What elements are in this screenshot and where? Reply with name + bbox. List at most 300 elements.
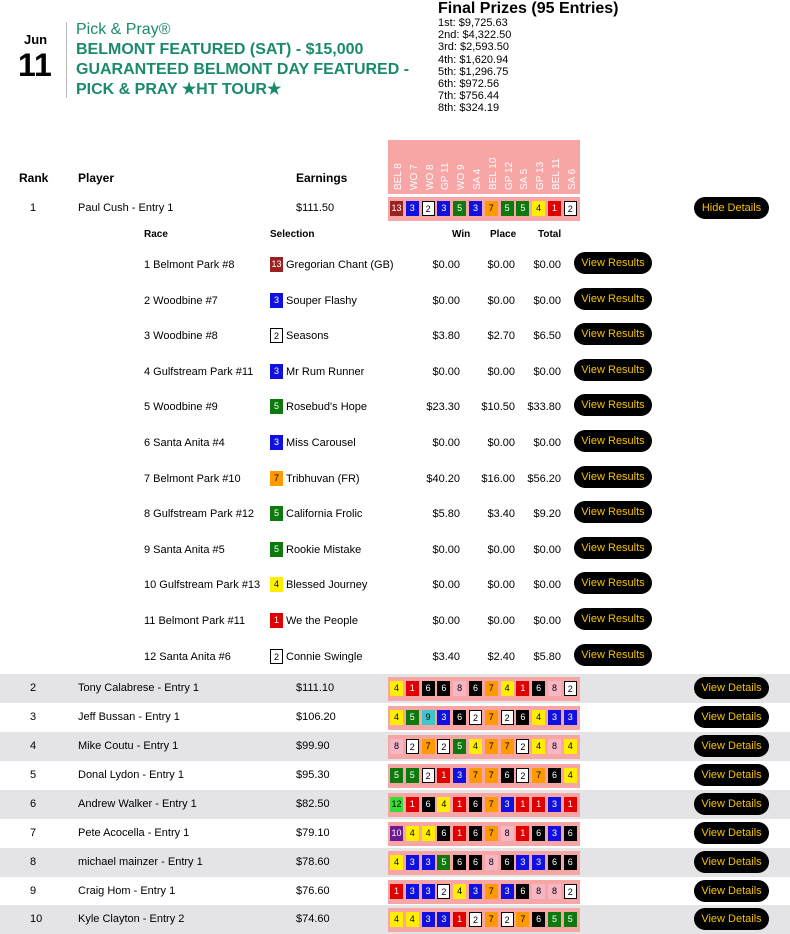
pick-number-box: 4 xyxy=(390,855,403,870)
pick-number-box: 7 xyxy=(485,201,498,216)
detail-win: $0.00 xyxy=(432,259,460,271)
pick-number-box: 1 xyxy=(453,797,466,812)
detail-pick-box: 7 xyxy=(270,471,283,486)
picks-strip xyxy=(388,880,580,904)
pick-number-box: 3 xyxy=(406,201,419,216)
pick-number-box: 6 xyxy=(422,681,435,696)
view-results-button[interactable]: View Results xyxy=(574,501,652,523)
row-player: Craig Hom - Entry 1 xyxy=(78,885,176,897)
pick-number-box: 5 xyxy=(564,912,577,927)
pick-number-box: 8 xyxy=(501,826,514,841)
row-player: michael mainzer - Entry 1 xyxy=(78,856,203,868)
view-results-button[interactable]: View Results xyxy=(574,394,652,416)
pick-number-box: 3 xyxy=(422,912,435,927)
leaderboard-row xyxy=(0,848,790,877)
detail-place: $0.00 xyxy=(487,615,515,627)
detail-race: 2 Woodbine #7 xyxy=(144,294,218,307)
pick-number-box: 7 xyxy=(469,768,482,783)
detail-total: $0.00 xyxy=(533,259,561,271)
row-earnings: $111.10 xyxy=(296,682,335,694)
pick-number-box: 4 xyxy=(564,739,577,754)
pick-number-box: 1 xyxy=(453,826,466,841)
detail-selection: Tribhuvan (FR) xyxy=(286,472,360,485)
race-column-header xyxy=(564,140,580,190)
row-player: Donal Lydon - Entry 1 xyxy=(78,769,184,781)
pick-number-box: 3 xyxy=(516,855,529,870)
pick-number-box: 3 xyxy=(501,797,514,812)
prize-6: 6th: $972.56 xyxy=(438,78,500,91)
view-results-button[interactable]: View Results xyxy=(574,288,652,310)
detail-win: $0.00 xyxy=(432,543,460,556)
pick-number-box: 3 xyxy=(548,797,561,812)
pick-number-box: 12 xyxy=(390,797,403,812)
pick-number-box: 6 xyxy=(532,912,545,927)
row-player: Kyle Clayton - Entry 2 xyxy=(78,913,185,925)
detail-win: $0.00 xyxy=(432,437,460,449)
prize-1: 1st: $9,725.63 xyxy=(438,17,508,29)
detail-race: 8 Gulfstream Park #12 xyxy=(144,508,255,521)
subheader-selection: Selection xyxy=(270,229,315,240)
race-column-header xyxy=(501,140,517,190)
pick-number-box: 3 xyxy=(437,201,450,216)
pick-number-box: 4 xyxy=(390,681,403,696)
detail-place: $0.00 xyxy=(487,579,515,592)
pick-number-box: 8 xyxy=(548,681,561,696)
view-results-button[interactable]: View Results xyxy=(574,430,652,452)
pick-number-box: 7 xyxy=(485,912,498,927)
race-detail-row xyxy=(0,389,790,424)
pick-number-box: 7 xyxy=(485,768,498,783)
race-column-headers xyxy=(388,140,580,194)
pick-number-box: 6 xyxy=(501,855,514,870)
pick-number-box: 2 xyxy=(516,739,529,754)
row-player: Jeff Bussan - Entry 1 xyxy=(78,711,180,723)
pick-number-box: 6 xyxy=(532,681,545,696)
detail-total: $5.80 xyxy=(533,650,561,663)
detail-selection: Gregorian Chant (GB) xyxy=(286,259,394,271)
race-detail-row xyxy=(0,567,790,602)
leaderboard-row xyxy=(0,703,790,732)
race-column-label: WO 9 xyxy=(456,164,468,190)
detail-place: $16.00 xyxy=(481,472,515,485)
race-column-header xyxy=(422,140,438,190)
race-column-header xyxy=(469,140,485,190)
pick-number-box: 6 xyxy=(437,826,450,841)
race-column-label: SA 4 xyxy=(472,168,483,190)
detail-pick-box: 5 xyxy=(270,542,283,557)
picks-strip xyxy=(388,793,580,817)
detail-place: $0.00 xyxy=(487,259,515,271)
pick-number-box: 10 xyxy=(390,826,403,841)
detail-place: $2.70 xyxy=(487,330,515,343)
view-results-button[interactable]: View Results xyxy=(574,644,652,666)
pick-number-box: 4 xyxy=(532,710,545,725)
pick-number-box: 6 xyxy=(501,768,514,783)
pick-number-box: 6 xyxy=(437,681,450,696)
pick-number-box: 8 xyxy=(548,884,561,899)
row-rank: 5 xyxy=(30,769,37,781)
pick-number-box: 2 xyxy=(469,710,482,725)
detail-race: 10 Gulfstream Park #13 xyxy=(144,579,261,592)
detail-pick-box: 3 xyxy=(270,435,283,450)
row-earnings: $99.90 xyxy=(296,740,330,752)
subheader-place: Place xyxy=(490,229,517,240)
picks-strip xyxy=(388,851,580,875)
view-details-button[interactable]: View Details xyxy=(694,706,769,728)
pick-number-box: 1 xyxy=(406,797,419,812)
row-player: Paul Cush - Entry 1 xyxy=(78,202,174,214)
prize-2: 2nd: $4,322.50 xyxy=(438,29,512,42)
detail-pick-box: 4 xyxy=(270,577,283,592)
race-column-header xyxy=(437,140,453,190)
detail-win: $40.20 xyxy=(426,472,460,485)
pick-number-box: 5 xyxy=(516,201,529,216)
detail-total: $9.20 xyxy=(533,508,561,521)
pick-number-box: 2 xyxy=(422,768,435,783)
pick-number-box: 5 xyxy=(548,912,561,927)
detail-win: $5.80 xyxy=(432,508,460,521)
detail-total: $0.00 xyxy=(533,579,561,592)
picks-strip xyxy=(388,908,580,932)
row-rank: 10 xyxy=(30,913,43,925)
race-detail-row xyxy=(0,461,790,496)
race-column-header xyxy=(548,140,564,190)
pick-number-box: 2 xyxy=(469,912,482,927)
row-player: Pete Acocella - Entry 1 xyxy=(78,827,190,839)
pick-number-box: 6 xyxy=(516,710,529,725)
event-day: 11 xyxy=(18,47,52,83)
pick-number-box: 2 xyxy=(564,884,577,899)
pick-number-box: 3 xyxy=(532,855,545,870)
pick-number-box: 6 xyxy=(469,681,482,696)
detail-pick-box: 2 xyxy=(270,649,283,664)
pick-number-box: 2 xyxy=(501,912,514,927)
race-detail-row xyxy=(0,247,790,282)
pick-number-box: 4 xyxy=(390,912,403,927)
pick-number-box: 4 xyxy=(406,826,419,841)
pick-number-box: 6 xyxy=(422,797,435,812)
header-rank: Rank xyxy=(19,171,49,185)
pick-number-box: 2 xyxy=(564,201,577,216)
row-rank: 7 xyxy=(30,827,37,839)
subheader-total: Total xyxy=(538,229,562,240)
detail-total: $0.00 xyxy=(533,615,561,627)
pick-number-box: 3 xyxy=(453,768,466,783)
race-column-header xyxy=(453,140,469,190)
detail-win: $0.00 xyxy=(432,294,460,307)
row-earnings: $82.50 xyxy=(296,798,330,810)
detail-race: 7 Belmont Park #10 xyxy=(144,472,241,485)
row-rank: 2 xyxy=(30,682,37,694)
pick-number-box: 8 xyxy=(485,855,498,870)
pick-number-box: 3 xyxy=(406,884,419,899)
detail-race: 3 Woodbine #8 xyxy=(144,330,218,343)
race-column-label: GP 11 xyxy=(440,162,452,190)
race-column-label: GP 13 xyxy=(535,161,547,190)
pick-number-box: 6 xyxy=(564,826,577,841)
picks-strip xyxy=(388,706,580,730)
hide-details-button[interactable]: Hide Details xyxy=(694,197,769,219)
detail-pick-box: 1 xyxy=(270,613,283,628)
row-rank: 8 xyxy=(30,856,37,868)
race-detail-row xyxy=(0,425,790,460)
prizes-heading: Final Prizes (95 Entries) xyxy=(438,0,619,17)
row-player: Mike Coutu - Entry 1 xyxy=(78,740,179,752)
picks-strip xyxy=(388,735,580,759)
pick-number-box: 7 xyxy=(485,681,498,696)
detail-place: $2.40 xyxy=(487,650,515,663)
pick-number-box: 4 xyxy=(453,884,466,899)
pick-number-box: 1 xyxy=(390,884,403,899)
detail-pick-box: 5 xyxy=(270,399,283,414)
prize-8: 8th: $324.19 xyxy=(438,102,500,115)
prize-3: 3rd: $2,593.50 xyxy=(438,41,509,54)
race-column-header xyxy=(390,140,406,190)
row-player: Andrew Walker - Entry 1 xyxy=(78,798,197,810)
view-details-button[interactable]: View Details xyxy=(694,822,769,844)
pick-number-box: 5 xyxy=(406,710,419,725)
pick-number-box: 4 xyxy=(532,201,545,216)
row-rank: 3 xyxy=(30,711,37,723)
pick-number-box: 7 xyxy=(532,768,545,783)
pick-number-box: 7 xyxy=(516,912,529,927)
pick-number-box: 6 xyxy=(469,826,482,841)
detail-place: $10.50 xyxy=(481,401,515,414)
header-earnings: Earnings xyxy=(296,171,348,185)
row-rank: 6 xyxy=(30,798,37,810)
view-details-button[interactable]: View Details xyxy=(694,793,769,815)
detail-win: $3.80 xyxy=(432,330,460,343)
pick-number-box: 6 xyxy=(548,768,561,783)
pick-number-box: 7 xyxy=(501,739,514,754)
pick-number-box: 4 xyxy=(532,739,545,754)
detail-place: $0.00 xyxy=(487,437,515,449)
race-detail-row xyxy=(0,496,790,531)
pick-number-box: 1 xyxy=(453,912,466,927)
detail-race: 12 Santa Anita #6 xyxy=(144,650,231,663)
view-results-button[interactable]: View Results xyxy=(574,608,652,630)
detail-race: 5 Woodbine #9 xyxy=(144,401,218,414)
row-earnings: $74.60 xyxy=(296,913,330,925)
detail-selection: Rosebud's Hope xyxy=(286,401,367,414)
view-details-button[interactable]: View Details xyxy=(694,908,769,930)
race-detail-row xyxy=(0,639,790,674)
pick-number-box: 3 xyxy=(422,855,435,870)
detail-place: $3.40 xyxy=(487,508,515,521)
pick-number-box: 8 xyxy=(548,739,561,754)
pick-number-box: 6 xyxy=(516,884,529,899)
detail-pick-box: 2 xyxy=(270,328,283,343)
pick-number-box: 7 xyxy=(485,797,498,812)
race-column-header xyxy=(406,140,422,190)
pick-number-box: 3 xyxy=(548,710,561,725)
pick-number-box: 4 xyxy=(564,768,577,783)
race-detail-row xyxy=(0,532,790,567)
pick-number-box: 6 xyxy=(532,826,545,841)
view-details-button[interactable]: View Details xyxy=(694,677,769,699)
pick-number-box: 1 xyxy=(548,201,561,216)
pick-number-box: 2 xyxy=(437,739,450,754)
detail-place: $0.00 xyxy=(487,543,515,556)
detail-win: $0.00 xyxy=(432,615,460,627)
detail-total: $33.80 xyxy=(527,401,561,414)
header-player: Player xyxy=(78,171,115,185)
leaderboard-row xyxy=(0,877,790,906)
detail-total: $0.00 xyxy=(533,365,561,378)
race-column-label: BEL 10 xyxy=(487,157,499,190)
pick-number-box: 13 xyxy=(390,201,403,216)
leaderboard-row xyxy=(0,732,790,761)
leaderboard-row xyxy=(0,761,790,790)
row-player: Tony Calabrese - Entry 1 xyxy=(78,682,200,694)
pick-number-box: 4 xyxy=(406,912,419,927)
contest-title: BELMONT FEATURED (SAT) - $15,000 GUARANTEED BELMONT DAY FEATURED - PICK & PRAY ★HT TOUR★ xyxy=(76,41,410,98)
brand-name: Pick & Pray® xyxy=(76,21,171,38)
subheader-race: Race xyxy=(144,229,168,240)
pick-number-box: 3 xyxy=(406,855,419,870)
detail-race: 9 Santa Anita #5 xyxy=(144,543,225,556)
race-detail-row xyxy=(0,283,790,318)
pick-number-box: 8 xyxy=(532,884,545,899)
detail-selection: Connie Swingle xyxy=(286,650,363,663)
race-column-label: BEL 11 xyxy=(551,158,562,190)
detail-total: $0.00 xyxy=(533,543,561,556)
prizes-list xyxy=(438,17,511,115)
view-results-button[interactable]: View Results xyxy=(574,537,652,559)
subheader-win: Win xyxy=(452,229,471,240)
race-detail-row xyxy=(0,318,790,353)
detail-race: 4 Gulfstream Park #11 xyxy=(144,365,254,378)
detail-pick-box: 5 xyxy=(270,506,283,521)
pick-number-box: 9 xyxy=(422,710,435,725)
pick-number-box: 2 xyxy=(564,681,577,696)
race-column-label: GP 12 xyxy=(503,161,515,190)
pick-number-box: 3 xyxy=(469,201,482,216)
pick-number-box: 4 xyxy=(469,739,482,754)
pick-number-box: 3 xyxy=(548,826,561,841)
pick-number-box: 1 xyxy=(516,797,529,812)
leaderboard-row xyxy=(0,194,790,223)
race-detail-row xyxy=(0,603,790,638)
view-results-button[interactable]: View Results xyxy=(574,572,652,594)
view-results-button[interactable]: View Results xyxy=(574,466,652,488)
pick-number-box: 3 xyxy=(422,884,435,899)
detail-race: 6 Santa Anita #4 xyxy=(144,437,225,449)
detail-selection: Blessed Journey xyxy=(286,579,368,592)
pick-number-box: 1 xyxy=(516,826,529,841)
pick-number-box: 3 xyxy=(501,884,514,899)
pick-number-box: 7 xyxy=(485,826,498,841)
row-rank: 4 xyxy=(30,740,37,752)
pick-number-box: 6 xyxy=(564,855,577,870)
detail-total: $6.50 xyxy=(533,330,561,343)
detail-selection: California Frolic xyxy=(286,508,363,521)
pick-number-box: 5 xyxy=(390,768,403,783)
race-column-header xyxy=(516,140,532,190)
pick-number-box: 2 xyxy=(516,768,529,783)
detail-win: $0.00 xyxy=(432,365,460,378)
view-details-button[interactable]: View Details xyxy=(694,764,769,786)
detail-total: $0.00 xyxy=(533,294,561,307)
detail-selection: Seasons xyxy=(286,330,329,343)
pick-number-box: 3 xyxy=(564,710,577,725)
race-column-label: SA 5 xyxy=(519,168,531,190)
pick-number-box: 5 xyxy=(453,201,466,216)
row-earnings: $95.30 xyxy=(296,769,330,781)
prize-4: 4th: $1,620.94 xyxy=(438,53,509,66)
detail-place: $0.00 xyxy=(487,294,515,307)
pick-number-box: 1 xyxy=(437,768,450,783)
leaderboard-row xyxy=(0,819,790,848)
pick-number-box: 2 xyxy=(501,710,514,725)
detail-race: 11 Belmont Park #11 xyxy=(144,615,246,627)
detail-win: $3.40 xyxy=(432,650,460,663)
detail-total: $56.20 xyxy=(527,472,561,485)
row-rank: 9 xyxy=(30,885,37,897)
pick-number-box: 5 xyxy=(406,768,419,783)
pick-number-box: 8 xyxy=(390,739,403,754)
view-results-button[interactable]: View Results xyxy=(574,323,652,345)
view-results-button[interactable]: View Results xyxy=(574,359,652,381)
race-column-label: BEL 8 xyxy=(393,163,404,190)
detail-selection: Mr Rum Runner xyxy=(286,365,365,378)
pick-number-box: 6 xyxy=(453,710,466,725)
pick-number-box: 3 xyxy=(469,884,482,899)
detail-pick-box: 3 xyxy=(270,293,283,308)
leaderboard-row xyxy=(0,674,790,703)
detail-selection: Rookie Mistake xyxy=(286,543,362,556)
event-month: Jun xyxy=(24,32,48,47)
view-details-button[interactable]: View Details xyxy=(694,735,769,757)
row-earnings: $111.50 xyxy=(296,202,335,214)
race-column-header xyxy=(532,140,548,190)
row-earnings: $78.60 xyxy=(296,856,330,868)
pick-number-box: 4 xyxy=(437,797,450,812)
view-results-button[interactable]: View Results xyxy=(574,252,652,274)
pick-number-box: 3 xyxy=(437,710,450,725)
row-earnings: $106.20 xyxy=(296,711,336,723)
detail-win: $23.30 xyxy=(426,401,460,414)
pick-number-box: 6 xyxy=(469,855,482,870)
picks-strip xyxy=(388,677,580,701)
pick-number-box: 1 xyxy=(564,797,577,812)
pick-number-box: 1 xyxy=(406,681,419,696)
pick-number-box: 4 xyxy=(422,826,435,841)
race-column-label: WO 8 xyxy=(424,164,436,190)
detail-pick-box: 13 xyxy=(270,257,283,272)
race-column-label: SA 6 xyxy=(566,168,578,190)
view-details-button[interactable]: View Details xyxy=(694,851,769,873)
detail-total: $0.00 xyxy=(533,437,561,449)
picks-strip xyxy=(388,197,580,221)
pick-number-box: 6 xyxy=(548,855,561,870)
pick-number-box: 7 xyxy=(422,739,435,754)
pick-number-box: 6 xyxy=(469,797,482,812)
pick-number-box: 1 xyxy=(516,681,529,696)
pick-number-box: 7 xyxy=(485,710,498,725)
view-details-button[interactable]: View Details xyxy=(694,880,769,902)
pick-number-box: 2 xyxy=(406,739,419,754)
header-divider xyxy=(66,22,67,98)
detail-win: $0.00 xyxy=(432,579,460,592)
pick-number-box: 2 xyxy=(437,884,450,899)
detail-selection: Miss Carousel xyxy=(286,437,356,449)
pick-number-box: 6 xyxy=(453,855,466,870)
pick-number-box: 3 xyxy=(437,912,450,927)
race-detail-row xyxy=(0,354,790,389)
pick-number-box: 7 xyxy=(485,739,498,754)
race-column-label: WO 7 xyxy=(408,164,420,190)
